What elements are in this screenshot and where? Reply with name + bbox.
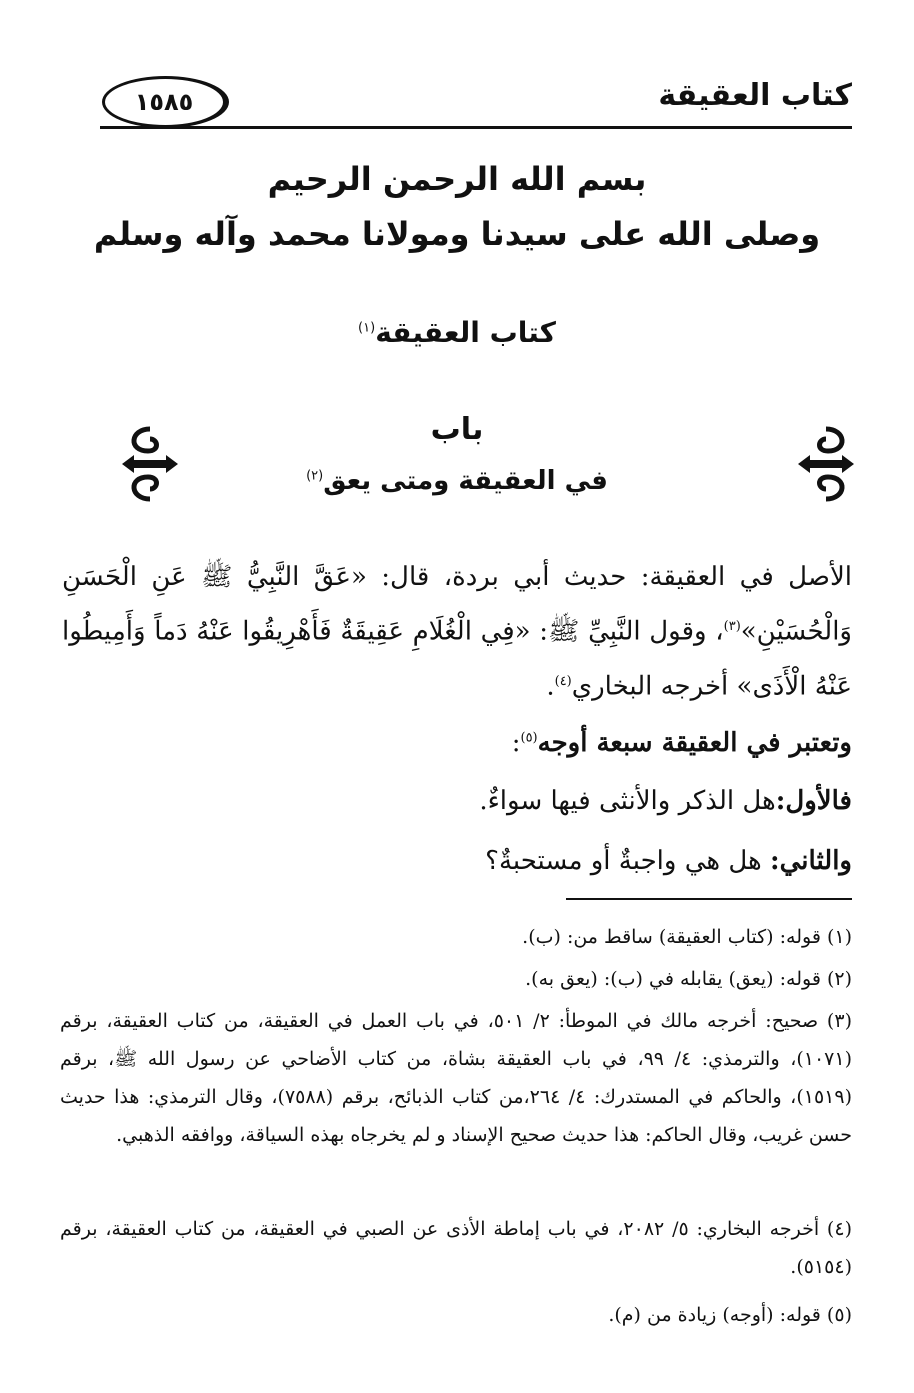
footnote-3: (٣) صحيح: أخرجه مالك في الموطأ: ٢/ ٥٠١، في باب العمل في العقيقة، من كتاب العقيقة، برقم (١٠٧١)، والترمذي: ٤/ ٩٩، في باب العقيقة بشاة، من كتاب الأضاحي عن رسول الله ﷺ، برقم (١٥١٩)، والحاكم في المستدرك: ٤/ ٢٦٤،من كتاب الذبائح، برقم (٧٥٨٨)، وقال الترمذي: هذا حديث حسن غريب، وقال الحاكم: هذا حديث صحيح الإسناد و لم يخرجاه بهذه السياقة، ووافقه الذهبي. bbox=[60, 1010, 852, 1146]
seven-aspects-colon: : bbox=[511, 728, 521, 758]
footnote-ref-4: (٤) bbox=[554, 673, 572, 689]
basmala: بسم الله الرحمن الرحيم bbox=[267, 160, 647, 198]
footnote-rule bbox=[566, 898, 852, 900]
footnote-ref-2: (٢) bbox=[306, 468, 324, 484]
first-aspect-text: هل الذكر والأنثى فيها سواءٌ. bbox=[479, 786, 776, 816]
salawat: وصلى الله على سيدنا ومولانا محمد وآله وسلم bbox=[93, 215, 821, 253]
book-title bbox=[0, 316, 914, 349]
first-aspect-label: فالأول: bbox=[775, 786, 852, 816]
running-title: كتاب العقيقة bbox=[658, 78, 852, 113]
seven-aspects-line bbox=[512, 728, 852, 758]
first-aspect-line bbox=[479, 786, 852, 816]
page-number-badge bbox=[102, 76, 229, 128]
chapter-subtitle-text: في العقيقة ومتى يعق bbox=[323, 466, 608, 496]
body-paragraph-1 bbox=[62, 553, 852, 711]
second-aspect-label: والثاني: bbox=[770, 846, 852, 876]
footnote-ref-5: (٥) bbox=[520, 730, 538, 746]
second-aspect-line bbox=[485, 846, 852, 876]
para1-part-b: ، وقول النَّبِيِّ ﷺ: «فِي الْغُلَامِ عَقِيقَةٌ فَأَهْرِيقُوا عَنْهُ دَماً وَأَمِيطُوا عَنْهُ الْأَذَى» أخرجه البخاري bbox=[62, 616, 852, 702]
footnote-ref-1: (١) bbox=[358, 320, 376, 336]
seven-aspects-text: وتعتبر في العقيقة سبعة أوجه bbox=[537, 728, 852, 758]
para1-part-a: الأصل في العقيقة: حديث أبي بردة، قال: «عَقَّ النَّبِيُّ ﷺ عَنِ الْحَسَنِ وَالْحُسَيْنِ» bbox=[62, 562, 852, 647]
footnote-1: (١) قوله: (كتاب العقيقة) ساقط من: (ب). bbox=[522, 926, 852, 948]
footnote-5: (٥) قوله: (أوجه) زيادة من (م). bbox=[608, 1304, 852, 1326]
footnote-2: (٢) قوله: (يعق) يقابله في (ب): (يعق به). bbox=[525, 968, 852, 990]
book-title-text: كتاب العقيقة bbox=[375, 316, 556, 349]
page-number: ١٥٨٥ bbox=[134, 88, 194, 116]
para1-part-c: . bbox=[546, 671, 555, 702]
footnote-4: (٤) أخرجه البخاري: ٥/ ٢٠٨٢، في باب إماطة الأذى عن الصبي في العقيقة، من كتاب العقيقة، برقم (٥١٥٤). bbox=[60, 1218, 852, 1278]
chapter-title: باب bbox=[430, 412, 484, 447]
second-aspect-text: هل هي واجبةٌ أو مستحبةٌ؟ bbox=[485, 846, 762, 876]
header-rule bbox=[100, 126, 852, 129]
footnote-ref-3: (٣) bbox=[723, 619, 741, 634]
chapter-subtitle bbox=[0, 466, 914, 496]
